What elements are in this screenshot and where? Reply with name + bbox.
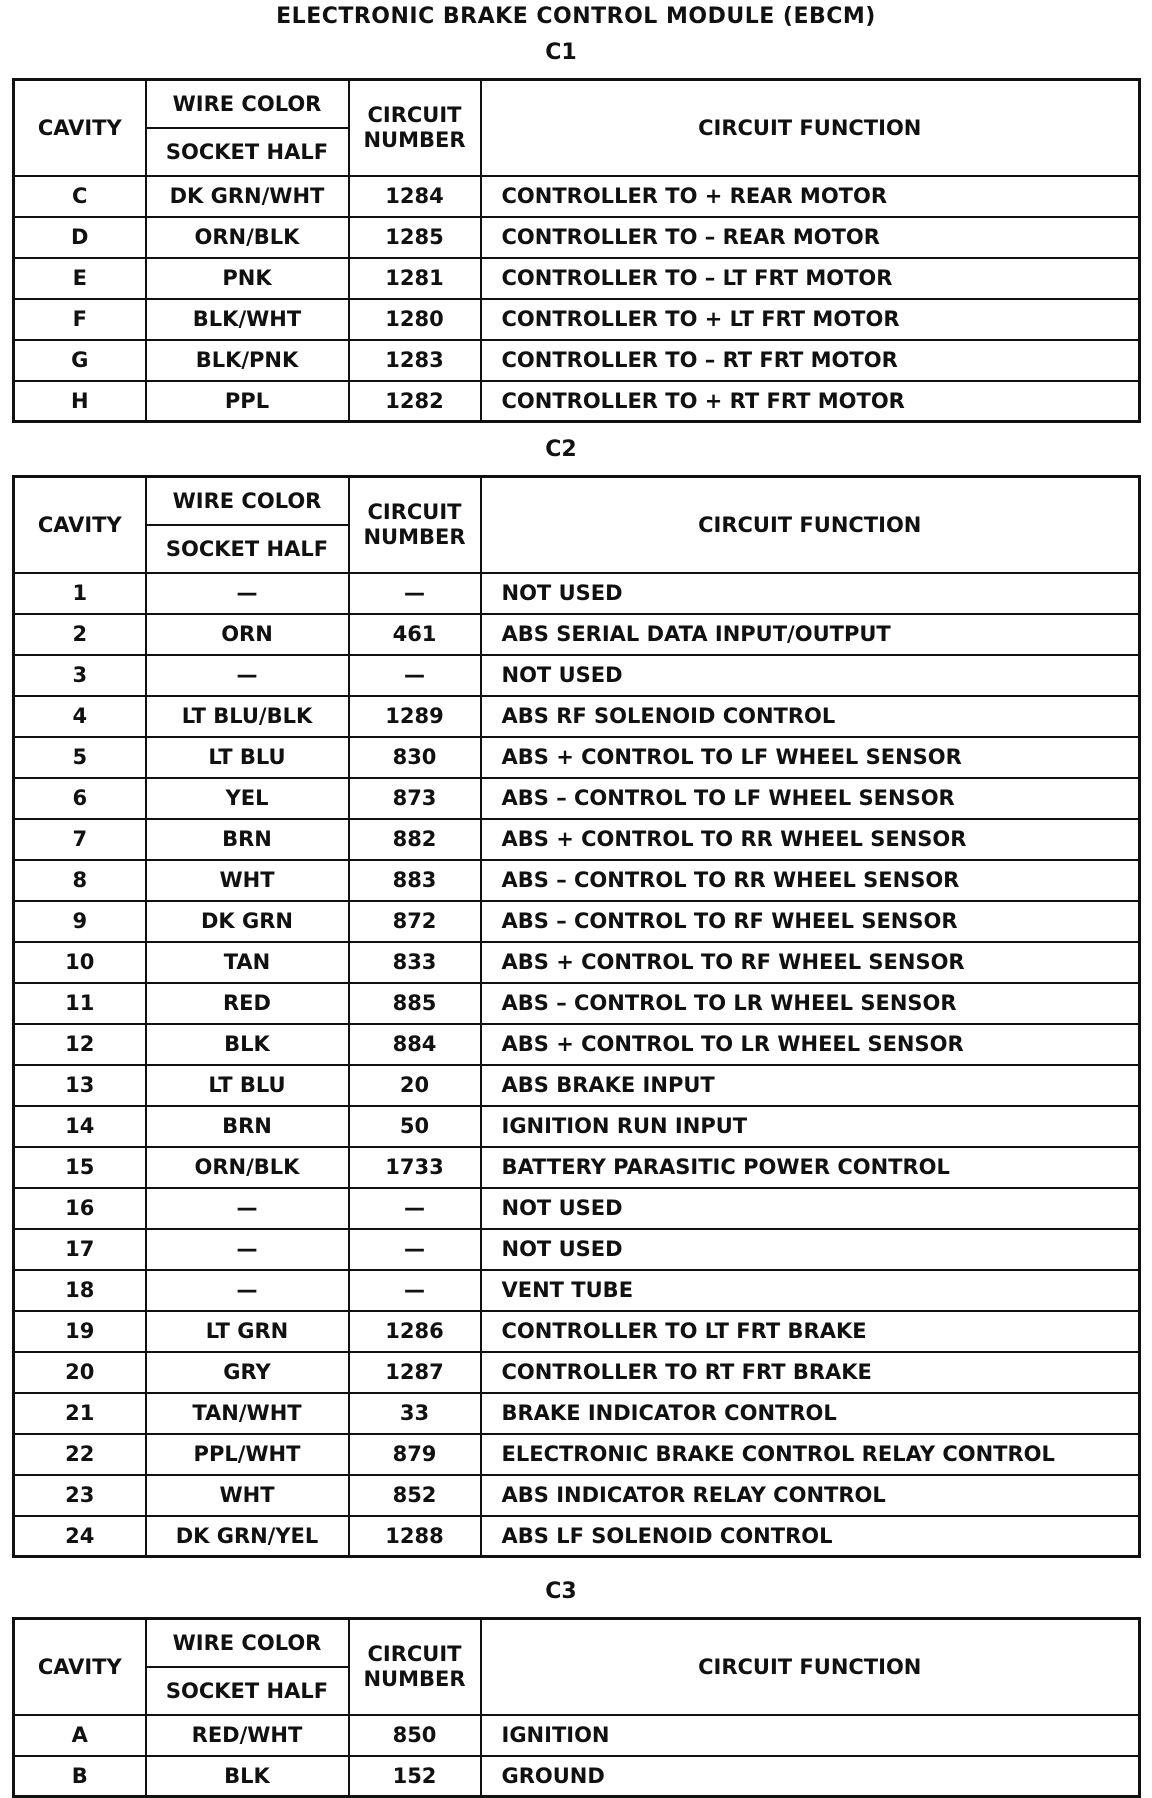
table-row — [14, 340, 1140, 381]
cavity-cell: 19 — [14, 1311, 146, 1352]
wire-color-cell: BLK/PNK — [146, 340, 349, 381]
circuit-function-cell: ABS BRAKE INPUT — [481, 1065, 1140, 1106]
pinout-table-c3 — [12, 1617, 1141, 1798]
circuit-header-line1: CIRCUIT — [367, 1641, 462, 1666]
table-row — [14, 1188, 1140, 1229]
circuit-number-header — [349, 1619, 481, 1715]
table-row — [14, 1475, 1140, 1516]
circuit-number-cell: 850 — [349, 1715, 481, 1756]
circuit-number-cell: 1280 — [349, 299, 481, 340]
table-row — [14, 1229, 1140, 1270]
circuit-function-cell: CONTROLLER TO LT FRT BRAKE — [481, 1311, 1140, 1352]
circuit-number-cell: 873 — [349, 778, 481, 819]
circuit-function-cell: ABS + CONTROL TO RF WHEEL SENSOR — [481, 942, 1140, 983]
wire-color-cell: YEL — [146, 778, 349, 819]
circuit-function-cell: CONTROLLER TO + RT FRT MOTOR — [481, 381, 1140, 422]
table-row — [14, 819, 1140, 860]
socket-half-header: SOCKET HALF — [146, 525, 349, 573]
table-row — [14, 1065, 1140, 1106]
circuit-function-cell: CONTROLLER TO – RT FRT MOTOR — [481, 340, 1140, 381]
wire-color-cell: RED — [146, 983, 349, 1024]
circuit-number-header — [349, 477, 481, 573]
wire-color-cell: WHT — [146, 1475, 349, 1516]
connector-label-c1: C1 — [545, 40, 577, 65]
cavity-cell: 15 — [14, 1147, 146, 1188]
circuit-number-cell: 461 — [349, 614, 481, 655]
table-row — [14, 614, 1140, 655]
circuit-number-cell: 852 — [349, 1475, 481, 1516]
wire-color-cell: WHT — [146, 860, 349, 901]
circuit-function-cell: CONTROLLER TO + REAR MOTOR — [481, 176, 1140, 217]
cavity-cell: 16 — [14, 1188, 146, 1229]
cavity-cell: 21 — [14, 1393, 146, 1434]
cavity-cell: 22 — [14, 1434, 146, 1475]
circuit-function-cell: GROUND — [481, 1756, 1140, 1797]
table-row — [14, 1147, 1140, 1188]
circuit-number-cell: 884 — [349, 1024, 481, 1065]
table-row — [14, 901, 1140, 942]
wire-color-header: WIRE COLOR — [146, 80, 349, 128]
wire-color-cell: — — [146, 573, 349, 614]
circuit-function-cell: VENT TUBE — [481, 1270, 1140, 1311]
circuit-function-cell: ABS – CONTROL TO LF WHEEL SENSOR — [481, 778, 1140, 819]
wire-color-cell: — — [146, 1188, 349, 1229]
circuit-function-cell: ABS + CONTROL TO LR WHEEL SENSOR — [481, 1024, 1140, 1065]
cavity-cell: 13 — [14, 1065, 146, 1106]
table-row — [14, 1024, 1140, 1065]
table-row — [14, 942, 1140, 983]
circuit-number-cell: 830 — [349, 737, 481, 778]
circuit-number-cell: 1285 — [349, 217, 481, 258]
circuit-number-cell: 885 — [349, 983, 481, 1024]
cavity-cell: 10 — [14, 942, 146, 983]
wire-color-cell: ORN/BLK — [146, 1147, 349, 1188]
wire-color-cell: BRN — [146, 819, 349, 860]
wire-color-cell: PNK — [146, 258, 349, 299]
header-row — [14, 80, 1140, 128]
circuit-header-line2: NUMBER — [363, 127, 466, 152]
circuit-number-cell: 1284 — [349, 176, 481, 217]
table-row — [14, 983, 1140, 1024]
wire-color-header: WIRE COLOR — [146, 1619, 349, 1667]
table-row — [14, 381, 1140, 422]
circuit-number-cell: 1287 — [349, 1352, 481, 1393]
circuit-header-line1: CIRCUIT — [367, 499, 462, 524]
wire-color-cell: BLK — [146, 1756, 349, 1797]
table-row — [14, 299, 1140, 340]
circuit-function-cell: NOT USED — [481, 1188, 1140, 1229]
wire-color-cell: — — [146, 655, 349, 696]
wire-color-header: WIRE COLOR — [146, 477, 349, 525]
wire-color-cell: LT BLU — [146, 737, 349, 778]
circuit-number-cell: 20 — [349, 1065, 481, 1106]
circuit-function-cell: IGNITION — [481, 1715, 1140, 1756]
circuit-number-cell: 1733 — [349, 1147, 481, 1188]
circuit-function-cell: ABS + CONTROL TO LF WHEEL SENSOR — [481, 737, 1140, 778]
circuit-function-cell: ABS INDICATOR RELAY CONTROL — [481, 1475, 1140, 1516]
cavity-header: CAVITY — [14, 1619, 146, 1715]
pinout-table-c2 — [12, 475, 1141, 1558]
wire-color-cell: DK GRN/WHT — [146, 176, 349, 217]
circuit-number-cell: 872 — [349, 901, 481, 942]
table-row — [14, 176, 1140, 217]
table-row — [14, 1715, 1140, 1756]
wire-color-cell: ORN — [146, 614, 349, 655]
circuit-function-cell: ABS – CONTROL TO RR WHEEL SENSOR — [481, 860, 1140, 901]
circuit-number-cell: — — [349, 655, 481, 696]
circuit-function-cell: CONTROLLER TO + LT FRT MOTOR — [481, 299, 1140, 340]
table-row — [14, 1270, 1140, 1311]
table-row — [14, 737, 1140, 778]
socket-half-header: SOCKET HALF — [146, 128, 349, 176]
circuit-number-cell: — — [349, 1270, 481, 1311]
table-row — [14, 1756, 1140, 1797]
circuit-number-cell: 1281 — [349, 258, 481, 299]
circuit-function-cell: NOT USED — [481, 655, 1140, 696]
cavity-cell: 7 — [14, 819, 146, 860]
cavity-cell: 8 — [14, 860, 146, 901]
circuit-function-cell: BATTERY PARASITIC POWER CONTROL — [481, 1147, 1140, 1188]
circuit-function-cell: ELECTRONIC BRAKE CONTROL RELAY CONTROL — [481, 1434, 1140, 1475]
circuit-function-cell: CONTROLLER TO – REAR MOTOR — [481, 217, 1140, 258]
cavity-cell: 17 — [14, 1229, 146, 1270]
document-title: ELECTRONIC BRAKE CONTROL MODULE (EBCM) — [276, 4, 876, 29]
wire-color-cell: LT BLU — [146, 1065, 349, 1106]
table-row — [14, 1311, 1140, 1352]
cavity-cell: E — [14, 258, 146, 299]
cavity-header: CAVITY — [14, 477, 146, 573]
circuit-number-cell: — — [349, 1188, 481, 1229]
circuit-function-cell: NOT USED — [481, 1229, 1140, 1270]
cavity-cell: F — [14, 299, 146, 340]
wire-color-cell: BLK/WHT — [146, 299, 349, 340]
circuit-number-cell: 1283 — [349, 340, 481, 381]
circuit-function-cell: ABS RF SOLENOID CONTROL — [481, 696, 1140, 737]
table-row — [14, 778, 1140, 819]
table-row — [14, 1434, 1140, 1475]
circuit-number-cell: 1286 — [349, 1311, 481, 1352]
circuit-number-cell: 33 — [349, 1393, 481, 1434]
cavity-cell: 2 — [14, 614, 146, 655]
circuit-function-cell: BRAKE INDICATOR CONTROL — [481, 1393, 1140, 1434]
cavity-cell: 24 — [14, 1516, 146, 1557]
table-row — [14, 217, 1140, 258]
circuit-function-cell: ABS – CONTROL TO LR WHEEL SENSOR — [481, 983, 1140, 1024]
wire-color-cell: LT GRN — [146, 1311, 349, 1352]
cavity-cell: 9 — [14, 901, 146, 942]
table-row — [14, 655, 1140, 696]
cavity-cell: 3 — [14, 655, 146, 696]
circuit-number-cell: 1282 — [349, 381, 481, 422]
circuit-number-header — [349, 80, 481, 176]
connector-label-c2: C2 — [545, 437, 577, 462]
circuit-function-cell: CONTROLLER TO RT FRT BRAKE — [481, 1352, 1140, 1393]
circuit-number-cell: 879 — [349, 1434, 481, 1475]
cavity-cell: 14 — [14, 1106, 146, 1147]
circuit-header-line1: CIRCUIT — [367, 102, 462, 127]
wire-color-cell: ORN/BLK — [146, 217, 349, 258]
circuit-header-line2: NUMBER — [363, 524, 466, 549]
header-row — [14, 477, 1140, 525]
cavity-cell: 18 — [14, 1270, 146, 1311]
cavity-cell: B — [14, 1756, 146, 1797]
circuit-function-cell: IGNITION RUN INPUT — [481, 1106, 1140, 1147]
circuit-number-cell: 833 — [349, 942, 481, 983]
table-row — [14, 860, 1140, 901]
circuit-function-header: CIRCUIT FUNCTION — [481, 80, 1140, 176]
cavity-cell: 11 — [14, 983, 146, 1024]
wire-color-cell: DK GRN — [146, 901, 349, 942]
cavity-cell: C — [14, 176, 146, 217]
wire-color-cell: BRN — [146, 1106, 349, 1147]
table-row — [14, 1352, 1140, 1393]
pinout-table-c1 — [12, 78, 1141, 423]
circuit-function-cell: NOT USED — [481, 573, 1140, 614]
wire-color-cell: PPL/WHT — [146, 1434, 349, 1475]
table-row — [14, 1516, 1140, 1557]
cavity-header: CAVITY — [14, 80, 146, 176]
wire-color-cell: RED/WHT — [146, 1715, 349, 1756]
wire-color-cell: TAN — [146, 942, 349, 983]
circuit-number-cell: 1289 — [349, 696, 481, 737]
cavity-cell: 20 — [14, 1352, 146, 1393]
wire-color-cell: TAN/WHT — [146, 1393, 349, 1434]
cavity-cell: 4 — [14, 696, 146, 737]
wire-color-cell: GRY — [146, 1352, 349, 1393]
circuit-function-cell: ABS + CONTROL TO RR WHEEL SENSOR — [481, 819, 1140, 860]
connector-label-c3: C3 — [545, 1579, 577, 1604]
wire-color-cell: LT BLU/BLK — [146, 696, 349, 737]
wire-color-cell: — — [146, 1270, 349, 1311]
circuit-header-line2: NUMBER — [363, 1666, 466, 1691]
cavity-cell: 6 — [14, 778, 146, 819]
circuit-function-cell: ABS SERIAL DATA INPUT/OUTPUT — [481, 614, 1140, 655]
socket-half-header: SOCKET HALF — [146, 1667, 349, 1715]
cavity-cell: H — [14, 381, 146, 422]
circuit-number-cell: — — [349, 1229, 481, 1270]
wire-color-cell: BLK — [146, 1024, 349, 1065]
cavity-cell: 5 — [14, 737, 146, 778]
circuit-function-header: CIRCUIT FUNCTION — [481, 1619, 1140, 1715]
circuit-function-cell: ABS LF SOLENOID CONTROL — [481, 1516, 1140, 1557]
cavity-cell: D — [14, 217, 146, 258]
table-row — [14, 1393, 1140, 1434]
circuit-number-cell: 50 — [349, 1106, 481, 1147]
circuit-number-cell: 1288 — [349, 1516, 481, 1557]
circuit-function-cell: CONTROLLER TO – LT FRT MOTOR — [481, 258, 1140, 299]
circuit-number-cell: — — [349, 573, 481, 614]
cavity-cell: 1 — [14, 573, 146, 614]
circuit-number-cell: 883 — [349, 860, 481, 901]
wire-color-cell: PPL — [146, 381, 349, 422]
circuit-number-cell: 152 — [349, 1756, 481, 1797]
wire-color-cell: DK GRN/YEL — [146, 1516, 349, 1557]
header-row — [14, 1619, 1140, 1667]
table-row — [14, 258, 1140, 299]
circuit-function-header: CIRCUIT FUNCTION — [481, 477, 1140, 573]
cavity-cell: 23 — [14, 1475, 146, 1516]
wire-color-cell: — — [146, 1229, 349, 1270]
table-row — [14, 696, 1140, 737]
circuit-function-cell: ABS – CONTROL TO RF WHEEL SENSOR — [481, 901, 1140, 942]
cavity-cell: G — [14, 340, 146, 381]
table-row — [14, 1106, 1140, 1147]
table-row — [14, 573, 1140, 614]
cavity-cell: 12 — [14, 1024, 146, 1065]
cavity-cell: A — [14, 1715, 146, 1756]
circuit-number-cell: 882 — [349, 819, 481, 860]
